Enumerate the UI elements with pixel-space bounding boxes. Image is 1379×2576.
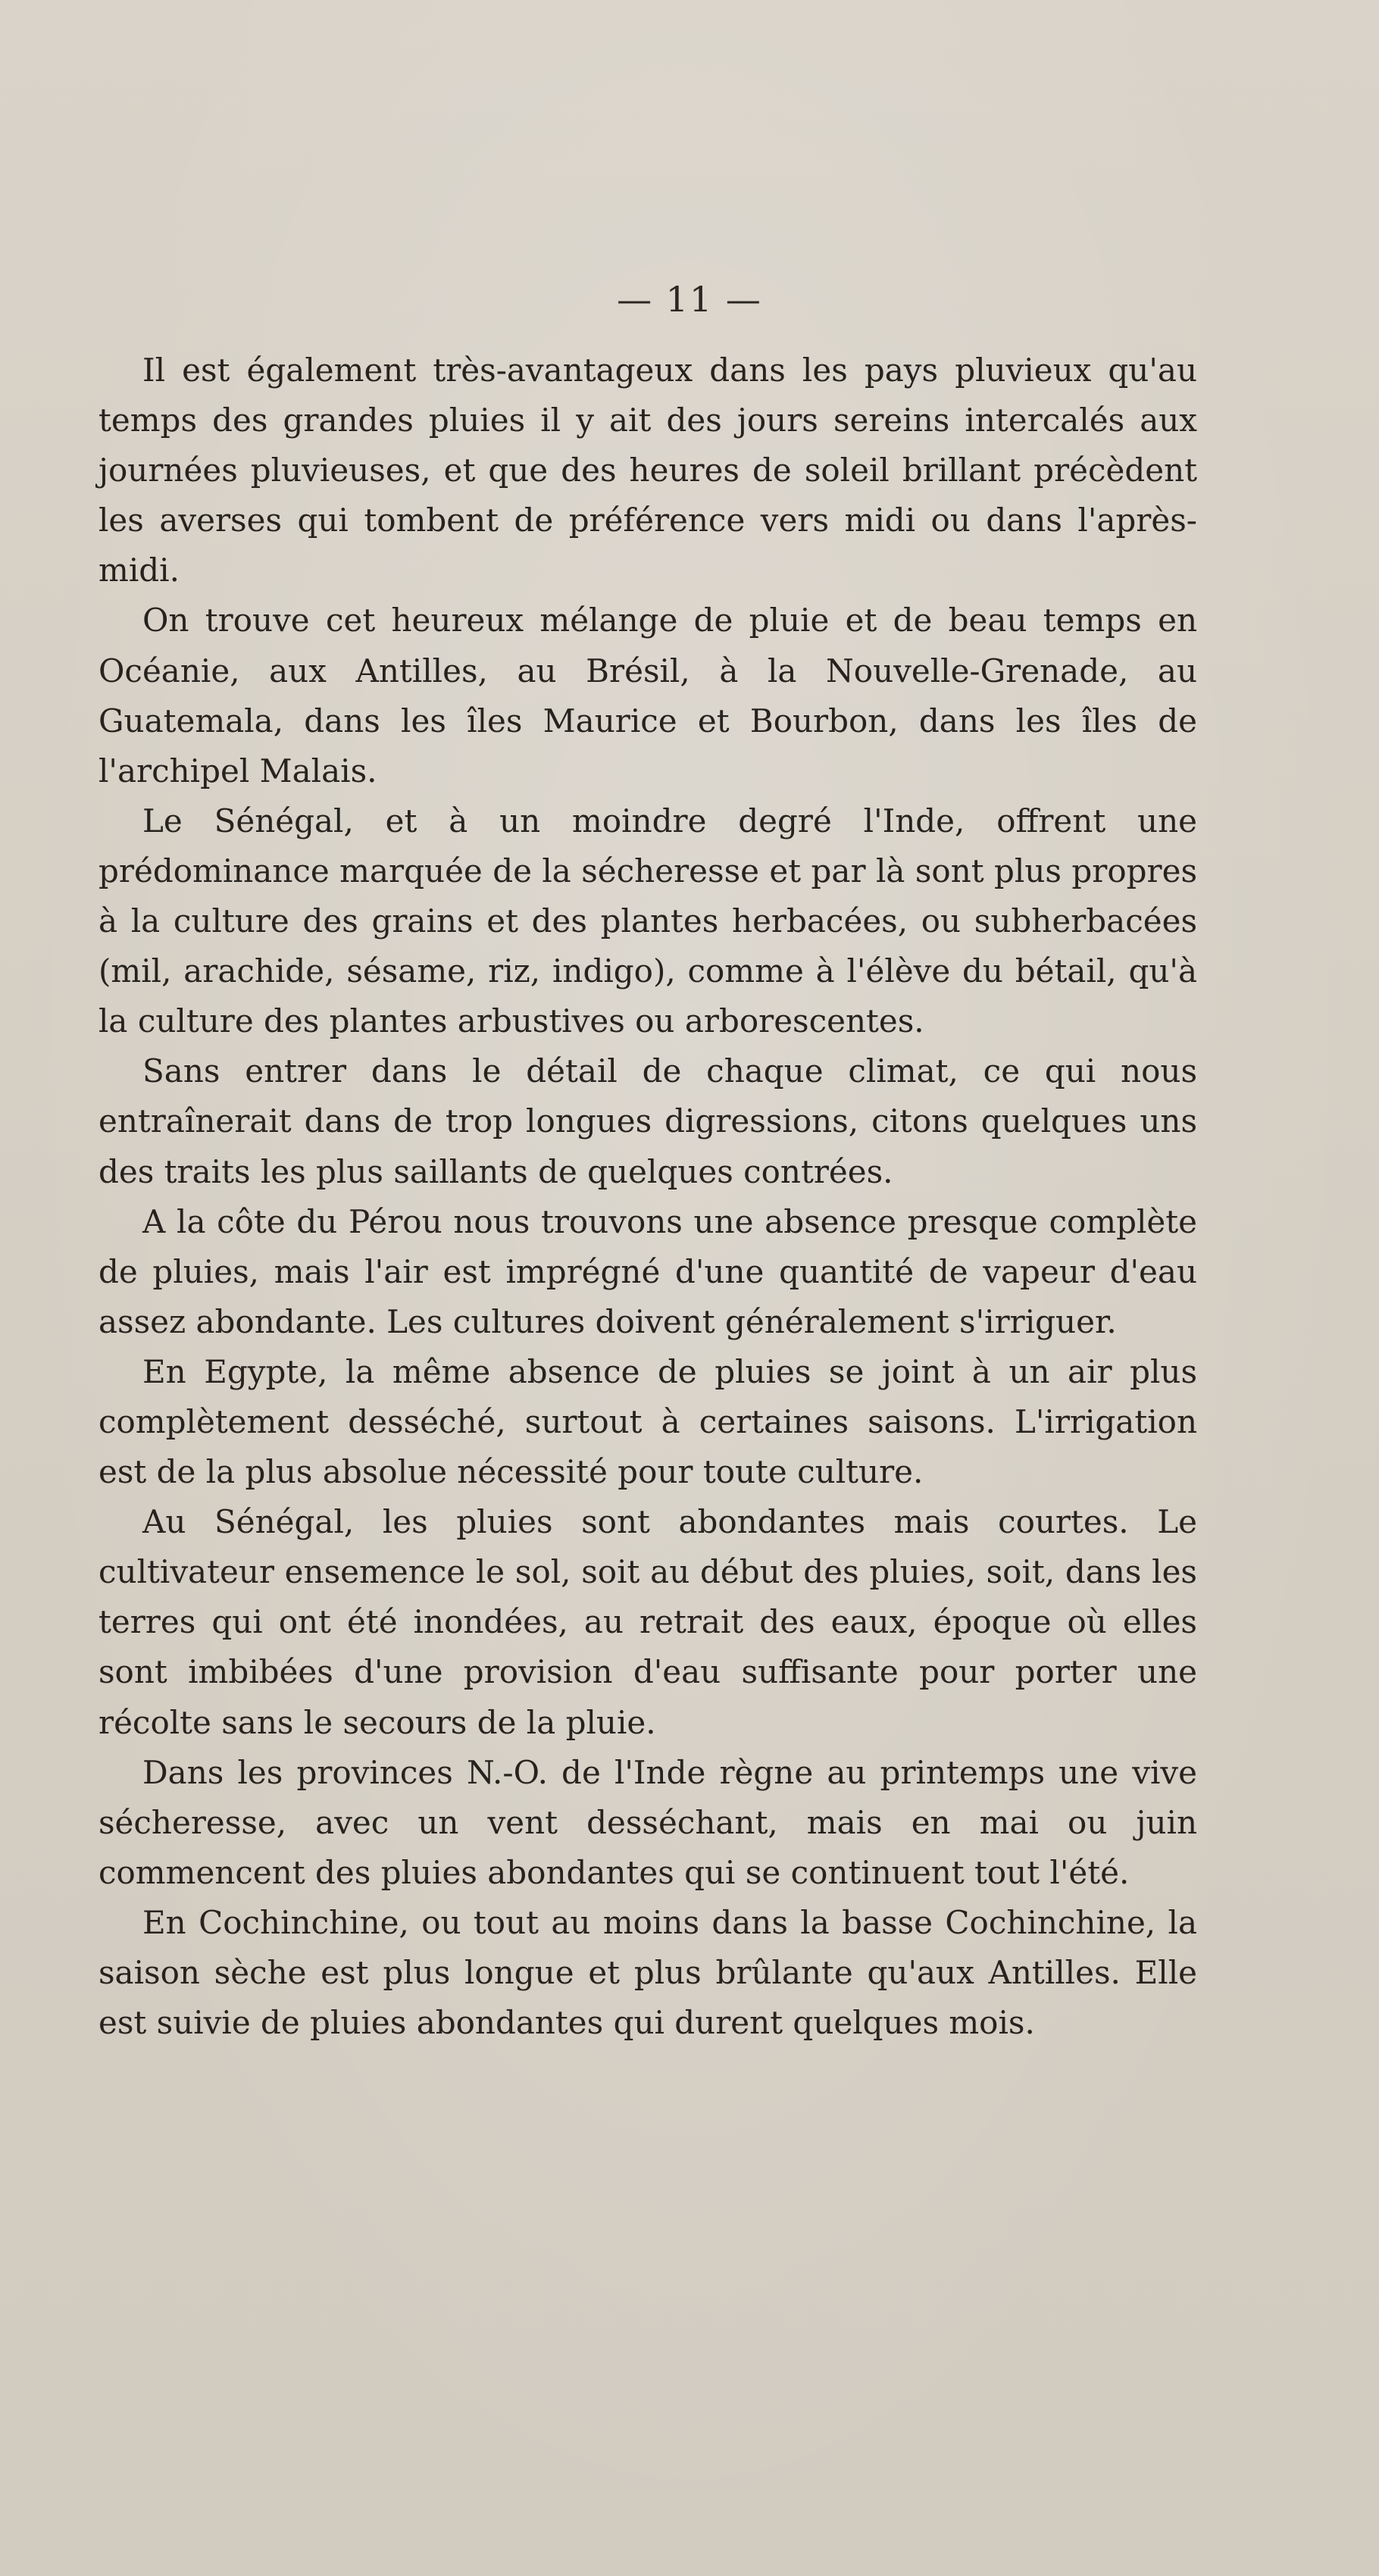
page-body (98, 345, 1197, 2048)
page-number: — 11 — (617, 279, 762, 320)
paragraph: Le Sénégal, et à un moindre degré l'Inde, offrent une prédominance marquée de la sécheresse et par là sont plus propres à la culture des grains et des plantes herbacées, ou subherbacées (mil, arachide, sésame, riz, indigo), comme à l'élève du bétail, qu'à la culture des plantes arbustives ou arborescentes. (98, 802, 1197, 1040)
paragraph: Dans les provinces N.-O. de l'Inde règne au printemps une vive sécheresse, avec un vent desséchant, mais en mai ou juin commencent des pluies abondantes qui se continuent tout l'été. (98, 1753, 1197, 1891)
paragraph: A la côte du Pérou nous trouvons une absence presque complète de pluies, mais l'air est imprégné d'une quantité de vapeur d'eau assez abondante. Les cultures doivent généralement s'irriguer. (98, 1202, 1197, 1340)
paragraph: En Egypte, la même absence de pluies se joint à un air plus complètement desséché, surtout à certaines saisons. L'irrigation est de la plus absolue nécessité pour toute culture. (98, 1352, 1197, 1491)
paragraph: Sans entrer dans le détail de chaque climat, ce qui nous entraînerait dans de trop longues digressions, citons quelques uns des traits les plus saillants de quelques contrées. (98, 1052, 1197, 1190)
paragraph: On trouve cet heureux mélange de pluie et de beau temps en Océanie, aux Antilles, au Brésil, à la Nouvelle-Grenade, au Guatemala, dans les îles Maurice et Bourbon, dans les îles de l'archipel Malais. (98, 602, 1197, 789)
paragraph: En Cochinchine, ou tout au moins dans la basse Cochinchine, la saison sèche est plus longue et plus brûlante qu'aux Antilles. Elle est suivie de pluies abondantes qui durent quelques mois. (98, 1903, 1197, 2042)
paragraph: Au Sénégal, les pluies sont abondantes mais courtes. Le cultivateur ensemence le sol, soit au début des pluies, soit, dans les terres qui ont été inondées, au retrait des eaux, époque où elles sont imbibées d'une provision d'eau suffisante pour porter une récolte sans le secours de la pluie. (98, 1503, 1197, 1741)
paragraph: Il est également très-avantageux dans les pays pluvieux qu'au temps des grandes pluies il y ait des jours sereins intercalés aux journées pluvieuses, et que des heures de soleil brillant précèdent les averses qui tombent de préférence vers midi ou dans l'après-midi. (98, 352, 1197, 589)
